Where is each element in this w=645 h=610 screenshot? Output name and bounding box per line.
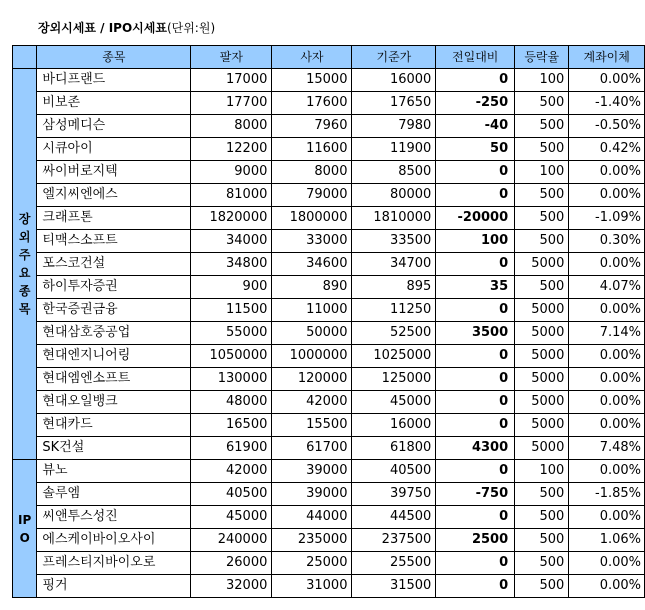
sell-price: 16500 [191, 414, 272, 437]
base-price: 44500 [352, 506, 436, 529]
transfer-value: 0.00% [569, 253, 645, 276]
change-value: 0 [436, 552, 515, 575]
rate-value: 5000 [515, 299, 569, 322]
transfer-value: -0.50% [569, 115, 645, 138]
transfer-value: 0.00% [569, 184, 645, 207]
rate-value: 5000 [515, 322, 569, 345]
stock-name: 현대엠엔소프트 [37, 368, 191, 391]
header-row [13, 46, 645, 69]
group-label-otc [13, 69, 37, 460]
buy-price: 1000000 [272, 345, 352, 368]
base-price: 895 [352, 276, 436, 299]
buy-price: 39000 [272, 460, 352, 483]
base-price: 125000 [352, 368, 436, 391]
transfer-value: 7.48% [569, 437, 645, 460]
buy-price: 44000 [272, 506, 352, 529]
sell-price: 8000 [191, 115, 272, 138]
header-buy: 사자 [272, 46, 352, 69]
stock-name: 시큐아이 [37, 138, 191, 161]
buy-price: 235000 [272, 529, 352, 552]
stock-name: 현대카드 [37, 414, 191, 437]
sell-price: 9000 [191, 161, 272, 184]
transfer-value: -1.09% [569, 207, 645, 230]
sell-price: 48000 [191, 391, 272, 414]
change-value: 0 [436, 368, 515, 391]
sell-price: 42000 [191, 460, 272, 483]
transfer-value: 0.00% [569, 299, 645, 322]
buy-price: 8000 [272, 161, 352, 184]
sell-price: 900 [191, 276, 272, 299]
change-value: 0 [436, 345, 515, 368]
change-value: 0 [436, 253, 515, 276]
stock-name: 바디프랜드 [37, 69, 191, 92]
rate-value: 500 [515, 230, 569, 253]
buy-price: 120000 [272, 368, 352, 391]
rate-value: 500 [515, 276, 569, 299]
change-value: -40 [436, 115, 515, 138]
transfer-value: -1.85% [569, 483, 645, 506]
base-price: 1025000 [352, 345, 436, 368]
table-row [13, 437, 645, 460]
change-value: 0 [436, 414, 515, 437]
rate-value: 500 [515, 184, 569, 207]
table-row [13, 92, 645, 115]
buy-price: 1800000 [272, 207, 352, 230]
rate-value: 500 [515, 575, 569, 598]
change-value: 0 [436, 391, 515, 414]
stock-name: 현대삼호중공업 [37, 322, 191, 345]
base-price: 1810000 [352, 207, 436, 230]
transfer-value: 0.30% [569, 230, 645, 253]
change-value: 0 [436, 69, 515, 92]
header-corner [13, 46, 37, 69]
sell-price: 61900 [191, 437, 272, 460]
buy-price: 15000 [272, 69, 352, 92]
transfer-value: 0.00% [569, 69, 645, 92]
buy-price: 39000 [272, 483, 352, 506]
buy-price: 33000 [272, 230, 352, 253]
base-price: 34700 [352, 253, 436, 276]
rate-value: 100 [515, 69, 569, 92]
change-value: 0 [436, 184, 515, 207]
change-value: 0 [436, 299, 515, 322]
transfer-value: 0.00% [569, 460, 645, 483]
sell-price: 26000 [191, 552, 272, 575]
buy-price: 15500 [272, 414, 352, 437]
base-price: 11250 [352, 299, 436, 322]
table-row [13, 184, 645, 207]
base-price: 80000 [352, 184, 436, 207]
buy-price: 7960 [272, 115, 352, 138]
stock-name: 핑거 [37, 575, 191, 598]
buy-price: 890 [272, 276, 352, 299]
buy-price: 11600 [272, 138, 352, 161]
rate-value: 500 [515, 207, 569, 230]
table-row [13, 391, 645, 414]
header-rate: 등락율 [515, 46, 569, 69]
sell-price: 11500 [191, 299, 272, 322]
base-price: 40500 [352, 460, 436, 483]
change-value: -20000 [436, 207, 515, 230]
table-row [13, 552, 645, 575]
stock-name: 한국증권금융 [37, 299, 191, 322]
table-row [13, 161, 645, 184]
sell-price: 45000 [191, 506, 272, 529]
stock-name: 싸이버로지텍 [37, 161, 191, 184]
price-table [12, 45, 645, 598]
header-base: 기준가 [352, 46, 436, 69]
buy-price: 79000 [272, 184, 352, 207]
stock-name: 현대엔지니어링 [37, 345, 191, 368]
base-price: 25500 [352, 552, 436, 575]
stock-name: 솔루엠 [37, 483, 191, 506]
base-price: 7980 [352, 115, 436, 138]
table-row [13, 138, 645, 161]
base-price: 61800 [352, 437, 436, 460]
rate-value: 500 [515, 552, 569, 575]
change-value: 100 [436, 230, 515, 253]
buy-price: 31000 [272, 575, 352, 598]
table-row [13, 575, 645, 598]
sell-price: 55000 [191, 322, 272, 345]
change-value: 0 [436, 506, 515, 529]
sell-price: 40500 [191, 483, 272, 506]
transfer-value: 0.00% [569, 506, 645, 529]
stock-name: 현대오일뱅크 [37, 391, 191, 414]
sell-price: 17000 [191, 69, 272, 92]
stock-name: 크래프톤 [37, 207, 191, 230]
sell-price: 240000 [191, 529, 272, 552]
header-name: 종목 [37, 46, 191, 69]
buy-price: 61700 [272, 437, 352, 460]
transfer-value: 0.00% [569, 345, 645, 368]
table-row [13, 368, 645, 391]
base-price: 39750 [352, 483, 436, 506]
rate-value: 100 [515, 460, 569, 483]
base-price: 16000 [352, 69, 436, 92]
table-row [13, 345, 645, 368]
stock-name: 하이투자증권 [37, 276, 191, 299]
base-price: 11900 [352, 138, 436, 161]
sell-price: 1820000 [191, 207, 272, 230]
change-value: 50 [436, 138, 515, 161]
rate-value: 5000 [515, 368, 569, 391]
rate-value: 5000 [515, 345, 569, 368]
base-price: 8500 [352, 161, 436, 184]
sell-price: 34800 [191, 253, 272, 276]
table-row [13, 506, 645, 529]
change-value: 0 [436, 460, 515, 483]
table-row [13, 230, 645, 253]
base-price: 17650 [352, 92, 436, 115]
caption-title: 장외시세표 / IPO시세표 [38, 21, 167, 35]
stock-name: 삼성메디슨 [37, 115, 191, 138]
transfer-value: 7.14% [569, 322, 645, 345]
rate-value: 500 [515, 138, 569, 161]
sell-price: 32000 [191, 575, 272, 598]
group-label-text: IPO [18, 512, 32, 545]
stock-name: 엘지씨엔에스 [37, 184, 191, 207]
stock-name: 에스케이바이오사이 [37, 529, 191, 552]
stock-name: 티맥스소프트 [37, 230, 191, 253]
sell-price: 81000 [191, 184, 272, 207]
sell-price: 1050000 [191, 345, 272, 368]
buy-price: 50000 [272, 322, 352, 345]
base-price: 52500 [352, 322, 436, 345]
table-row [13, 253, 645, 276]
table-row [13, 483, 645, 506]
header-transfer: 계좌이체 [569, 46, 645, 69]
group-label-text: 장외주요종목 [18, 212, 31, 316]
buy-price: 25000 [272, 552, 352, 575]
buy-price: 34600 [272, 253, 352, 276]
change-value: -250 [436, 92, 515, 115]
table-row [13, 414, 645, 437]
header-change: 전일대비 [436, 46, 515, 69]
change-value: 3500 [436, 322, 515, 345]
base-price: 31500 [352, 575, 436, 598]
sell-price: 34000 [191, 230, 272, 253]
transfer-value: 0.00% [569, 391, 645, 414]
rate-value: 500 [515, 529, 569, 552]
stock-name: 씨앤투스성진 [37, 506, 191, 529]
rate-value: 500 [515, 483, 569, 506]
table-row [13, 529, 645, 552]
change-value: 4300 [436, 437, 515, 460]
caption-unit: (단위:원) [166, 21, 216, 35]
stock-name: 비보존 [37, 92, 191, 115]
transfer-value: -1.40% [569, 92, 645, 115]
buy-price: 11000 [272, 299, 352, 322]
change-value: 2500 [436, 529, 515, 552]
table-row [13, 276, 645, 299]
base-price: 45000 [352, 391, 436, 414]
change-value: -750 [436, 483, 515, 506]
table-row [13, 299, 645, 322]
rate-value: 500 [515, 506, 569, 529]
stock-name: 포스코건설 [37, 253, 191, 276]
transfer-value: 1.06% [569, 529, 645, 552]
transfer-value: 0.00% [569, 552, 645, 575]
transfer-value: 4.07% [569, 276, 645, 299]
rate-value: 5000 [515, 414, 569, 437]
transfer-value: 0.00% [569, 414, 645, 437]
stock-name: 프레스티지바이오로 [37, 552, 191, 575]
change-value: 35 [436, 276, 515, 299]
table-row [13, 460, 645, 483]
sell-price: 130000 [191, 368, 272, 391]
base-price: 16000 [352, 414, 436, 437]
change-value: 0 [436, 575, 515, 598]
table-caption [38, 21, 215, 35]
base-price: 33500 [352, 230, 436, 253]
rate-value: 500 [515, 115, 569, 138]
sell-price: 17700 [191, 92, 272, 115]
rate-value: 5000 [515, 253, 569, 276]
table-row [13, 322, 645, 345]
stock-name: 뷰노 [37, 460, 191, 483]
base-price: 237500 [352, 529, 436, 552]
table-row [13, 115, 645, 138]
buy-price: 42000 [272, 391, 352, 414]
group-label-ipo [13, 460, 37, 598]
transfer-value: 0.00% [569, 368, 645, 391]
transfer-value: 0.42% [569, 138, 645, 161]
buy-price: 17600 [272, 92, 352, 115]
transfer-value: 0.00% [569, 161, 645, 184]
header-sell: 팔자 [191, 46, 272, 69]
rate-value: 100 [515, 161, 569, 184]
table-row [13, 207, 645, 230]
rate-value: 5000 [515, 437, 569, 460]
table-row [13, 69, 645, 92]
sell-price: 12200 [191, 138, 272, 161]
change-value: 0 [436, 161, 515, 184]
rate-value: 5000 [515, 391, 569, 414]
transfer-value: 0.00% [569, 575, 645, 598]
stock-name: SK건설 [37, 437, 191, 460]
rate-value: 500 [515, 92, 569, 115]
